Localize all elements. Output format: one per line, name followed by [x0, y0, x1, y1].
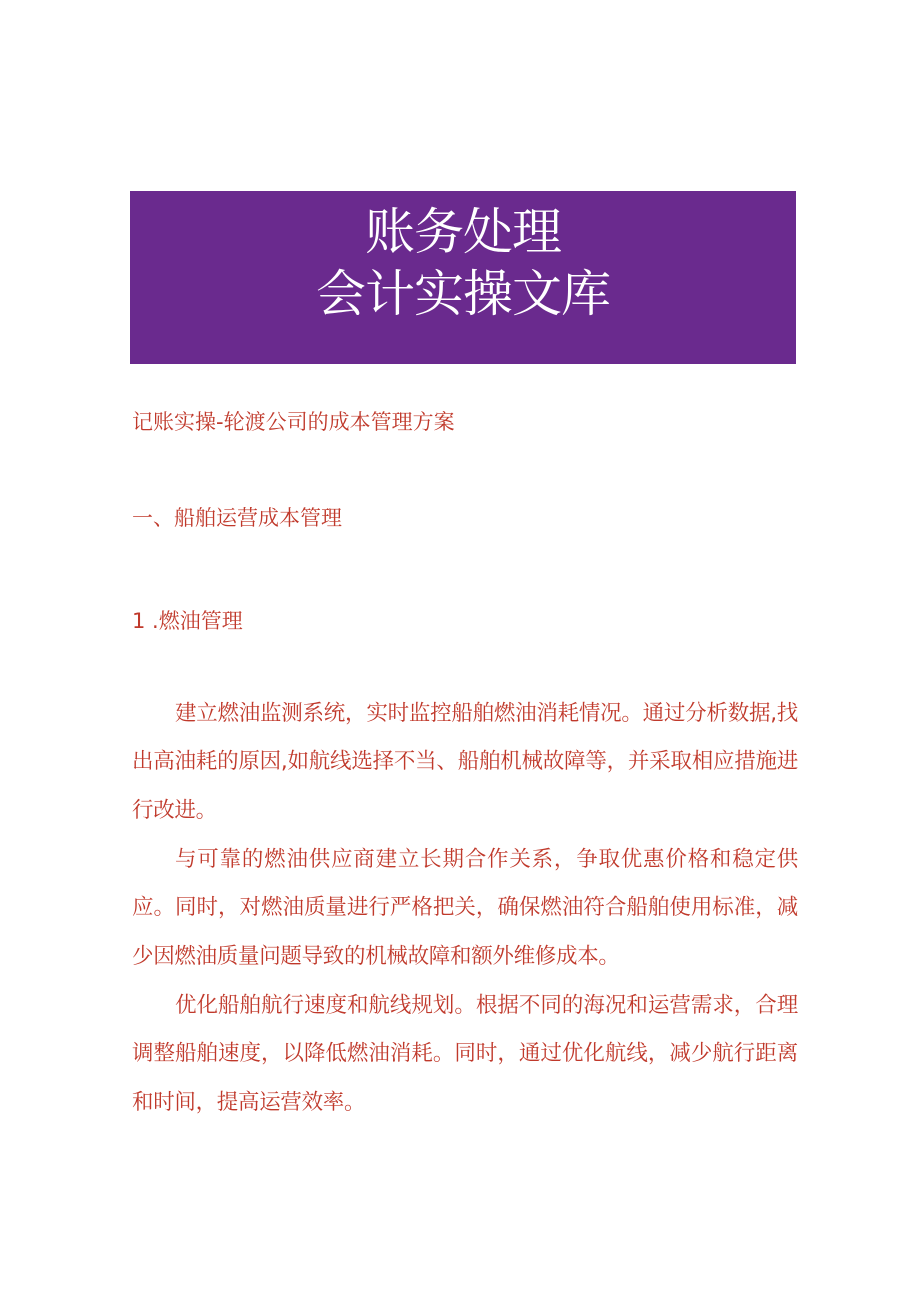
subsection-heading: 1 .燃油管理 — [132, 609, 243, 633]
banner-title-line2: 会计实操文库 — [316, 265, 610, 323]
paragraph-1: 建立燃油监测系统，实时监控船舶燃油消耗情况。通过分析数据,找出高油耗的原因,如航线选择不当、船舶机械故障等，并采取相应措施进行改进。 — [132, 700, 798, 823]
header-banner — [130, 191, 796, 364]
paragraph-2: 与可靠的燃油供应商建立长期合作关系，争取优惠价格和稳定供应。同时，对燃油质量进行严格把关，确保燃油符合船舶使用标准，减少因燃油质量问题导致的机械故障和额外维修成本。 — [132, 846, 798, 969]
section-heading: 一、船舶运营成本管理 — [132, 506, 342, 530]
banner-title-line1: 账务处理 — [365, 203, 561, 261]
document-title: 记账实操-轮渡公司的成本管理方案 — [132, 410, 455, 434]
paragraph-3: 优化船舶航行速度和航线规划。根据不同的海况和运营需求，合理调整船舶速度，以降低燃油消耗。同时，通过优化航线，减少航行距离和时间，提高运营效率。 — [132, 992, 798, 1115]
